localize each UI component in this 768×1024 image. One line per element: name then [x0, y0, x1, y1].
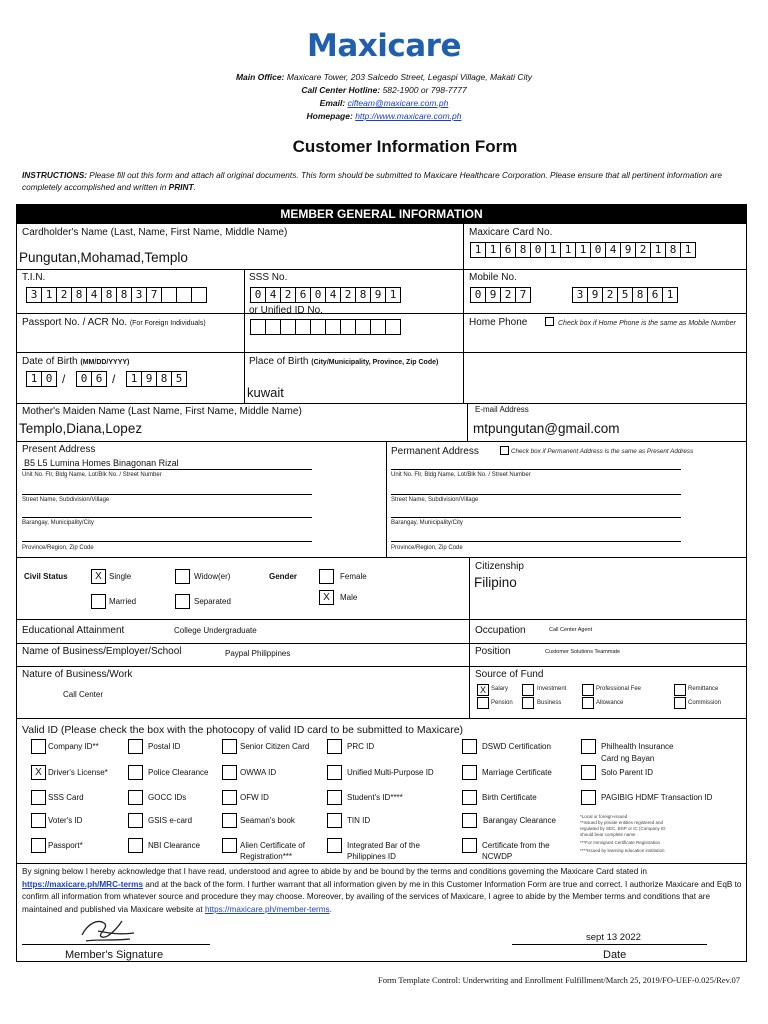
digit-box[interactable]: 7 [515, 287, 531, 303]
card-no-label: Maxicare Card No. [469, 227, 553, 238]
id-ncwdp-checkbox[interactable] [462, 838, 477, 853]
dob-note: (MM/DD/YYYY) [80, 359, 130, 366]
digit-box[interactable]: 2 [56, 287, 72, 303]
present-line-3-caption: Barangay, Municipality/City [22, 520, 94, 526]
id-senior-label: Senior Citizen Card [240, 742, 310, 751]
id-umid-label: Unified Multi-Purpose ID [347, 768, 434, 777]
digit-box[interactable]: 8 [355, 287, 371, 303]
perm-line-4 [391, 541, 681, 542]
id-prc-label: PRC ID [347, 742, 375, 751]
source-fund-label: Source of Fund [475, 669, 544, 680]
id-alien-label: Alien Certificate of [240, 841, 305, 850]
id-passport-checkbox[interactable] [31, 838, 46, 853]
digit-box[interactable]: 9 [620, 242, 636, 258]
dob-year-boxes[interactable] [126, 371, 186, 387]
col-divider [467, 403, 468, 441]
dob-month-boxes[interactable] [26, 371, 56, 387]
sss-label: SSS No. [249, 272, 288, 283]
home-phone-note-text: Check box if Home Phone is the same as Mobile Number [558, 320, 736, 327]
civil-status-label: Civil Status [24, 572, 68, 581]
homepage-label: Homepage: [306, 111, 353, 121]
tin-boxes[interactable] [26, 287, 206, 303]
digit-box[interactable]: 5 [617, 287, 633, 303]
digit-box[interactable]: 6 [647, 287, 663, 303]
id-ofw-checkbox[interactable] [222, 790, 237, 805]
civil-separated-label: Separated [194, 597, 231, 606]
id-student-checkbox[interactable] [327, 790, 342, 805]
id-voter-label: Voter's ID [48, 816, 83, 825]
digit-box[interactable]: 4 [605, 242, 621, 258]
nature-value[interactable]: Call Center [63, 690, 104, 699]
id-police-label: Police Clearance [148, 768, 209, 777]
id-police-checkbox[interactable] [128, 765, 143, 780]
id-marriage-checkbox[interactable] [462, 765, 477, 780]
digit-box[interactable]: 1 [650, 242, 666, 258]
row-divider [17, 403, 746, 404]
id-gocc-label: GOCC IDs [148, 793, 187, 802]
id-driver-label: Driver's License* [48, 768, 108, 777]
civil-married-checkbox[interactable] [91, 594, 106, 609]
digit-box[interactable] [191, 287, 207, 303]
perm-line-1-caption: Unit No. Flr, Bldg Name, Lot/Blk No. / Street Number [391, 472, 531, 478]
id-alien-label-2: Registration*** [240, 852, 293, 861]
id-driver-checkbox[interactable]: X [31, 765, 46, 780]
fund-investment-checkbox[interactable] [522, 684, 534, 696]
perm-line-1 [391, 469, 681, 470]
passport-note: (For Foreign Individuals) [129, 320, 206, 327]
digit-box[interactable] [340, 319, 356, 335]
position-label: Position [475, 646, 511, 657]
digit-box[interactable]: 8 [116, 287, 132, 303]
education-label: Educational Attainment [22, 625, 125, 636]
digit-box[interactable]: 1 [385, 287, 401, 303]
digit-box[interactable]: 9 [141, 371, 157, 387]
digit-box[interactable]: 1 [662, 287, 678, 303]
occupation-label: Occupation [475, 625, 526, 636]
fund-commission-checkbox[interactable] [674, 697, 686, 709]
digit-box[interactable]: 4 [86, 287, 102, 303]
legal-text-1: By signing below I hereby acknowledge that I have read, understood and agree to abide by and be bound by the terms and conditions governing the Maxicare Card stated in [22, 867, 647, 876]
form-control-footer: Form Template Control: Underwriting and Enrollment Fulfillment/March 25, 2019/FO-UEF-0.025/Rev.07 [377, 975, 740, 985]
id-nbi-checkbox[interactable] [128, 838, 143, 853]
dob-slash: / [112, 372, 116, 386]
digit-box[interactable]: 8 [665, 242, 681, 258]
digit-box[interactable]: 8 [101, 287, 117, 303]
present-line-1-caption: Unit No. Flr, Bldg Name, Lot/Blk No. / Street Number [22, 472, 162, 478]
digit-box[interactable]: 2 [280, 287, 296, 303]
id-passport-label: Passport* [48, 841, 83, 850]
digit-box[interactable] [370, 319, 386, 335]
digit-box[interactable] [355, 319, 371, 335]
digit-box[interactable]: 8 [156, 371, 172, 387]
present-line-2-caption: Street Name, Subdivision/Village [22, 497, 110, 503]
id-company-checkbox[interactable] [31, 739, 46, 754]
row-divider [17, 557, 746, 558]
fund-business-label: Business [537, 700, 562, 706]
row-divider [17, 269, 746, 270]
fund-investment-label: Investment [537, 686, 567, 692]
id-postal-label: Postal ID [148, 742, 181, 751]
digit-box[interactable] [280, 319, 296, 335]
id-solo-checkbox[interactable] [581, 765, 596, 780]
digit-box[interactable]: 9 [587, 287, 603, 303]
section-header: MEMBER GENERAL INFORMATION [17, 205, 746, 224]
id-gsis-checkbox[interactable] [128, 813, 143, 828]
fund-allowance-checkbox[interactable] [582, 697, 594, 709]
email-address-label: E-mail Address [475, 405, 529, 414]
mother-label: Mother's Maiden Name (Last Name, First Name, Middle Name) [22, 406, 302, 417]
id-tin-checkbox[interactable] [327, 813, 342, 828]
id-ofw-label: OFW ID [240, 793, 269, 802]
id-birth-label: Birth Certificate [482, 793, 537, 802]
digit-box[interactable] [176, 287, 192, 303]
perm-line-2-caption: Street Name, Subdivision/Village [391, 497, 479, 503]
present-line-3 [22, 517, 312, 518]
homepage-line [0, 110, 768, 123]
digit-box[interactable]: 6 [91, 371, 107, 387]
present-line-4 [22, 541, 312, 542]
form-title: Customer Information Form [292, 137, 518, 156]
digit-box[interactable]: 6 [500, 242, 516, 258]
present-address-value[interactable]: B5 L5 Lumina Homes Binagonan Rizal [24, 458, 179, 468]
digit-box[interactable]: 0 [250, 287, 266, 303]
id-company-label: Company ID** [48, 742, 99, 751]
digit-box[interactable] [385, 319, 401, 335]
id-sss-label: SSS Card [48, 793, 84, 802]
id-philhealth-label-2: Card ng Bayan [601, 754, 655, 763]
digit-box[interactable] [310, 319, 326, 335]
date-label: Date [603, 949, 627, 961]
row-divider [17, 441, 746, 442]
dob-slash: / [62, 372, 66, 386]
gender-female-label: Female [340, 572, 367, 581]
id-gocc-checkbox[interactable] [128, 790, 143, 805]
row-divider [17, 863, 746, 864]
id-owwa-checkbox[interactable] [222, 765, 237, 780]
digit-box[interactable]: 8 [515, 242, 531, 258]
valid-id-note: *Local or foreign-issued [580, 814, 628, 819]
email-link[interactable]: cifteam@maxicare.com.ph [347, 98, 449, 108]
gender-male-checkbox[interactable]: X [319, 590, 334, 605]
gender-female-checkbox[interactable] [319, 569, 334, 584]
fund-commission-label: Commission [688, 700, 722, 706]
col-divider [463, 224, 464, 404]
passport-label [22, 317, 206, 328]
digit-box[interactable]: 2 [500, 287, 516, 303]
digit-box[interactable]: 4 [265, 287, 281, 303]
digit-box[interactable]: 3 [26, 287, 42, 303]
id-seaman-label: Seaman's book [240, 816, 295, 825]
id-senior-checkbox[interactable] [222, 739, 237, 754]
civil-married-label: Married [109, 597, 137, 606]
id-solo-label: Solo Parent ID [601, 768, 654, 777]
fund-professional-checkbox[interactable] [582, 684, 594, 696]
nature-label: Nature of Business/Work [22, 669, 133, 680]
digit-box[interactable]: 1 [126, 371, 142, 387]
id-barangay-checkbox[interactable] [462, 813, 477, 828]
main-office-line [0, 71, 768, 84]
digit-box[interactable] [250, 319, 266, 335]
present-address-label: Present Address [22, 444, 96, 455]
id-seaman-checkbox[interactable] [222, 813, 237, 828]
valid-id-note: should bear complete name [580, 832, 636, 837]
civil-separated-checkbox[interactable] [175, 594, 190, 609]
valid-id-label: Valid ID (Please check the box with the photocopy of valid ID card to be submitted to Maxicare) [22, 724, 464, 736]
home-phone-note [558, 318, 744, 329]
cardholder-value[interactable]: Pungutan,Mohamad,Templo [19, 250, 188, 265]
fund-professional-label: Professional Fee [596, 686, 642, 692]
citizenship-label: Citizenship [475, 561, 524, 572]
id-marriage-label: Marriage Certificate [482, 768, 552, 777]
digit-box[interactable]: 1 [545, 242, 561, 258]
fund-remittance-checkbox[interactable] [674, 684, 686, 696]
row-divider [17, 619, 746, 620]
row-divider [17, 666, 746, 667]
civil-single-label: Single [109, 572, 132, 581]
cardholder-label: Cardholder's Name (Last, Name, First Name, Middle Name) [22, 227, 288, 238]
digit-box[interactable]: 1 [680, 242, 696, 258]
hotline-number: 582-1900 or 798-7777 [382, 85, 467, 95]
id-philhealth-label: Philhealth Insurance [601, 742, 674, 751]
id-student-label: Student's ID**** [347, 793, 403, 802]
digit-box[interactable] [325, 319, 341, 335]
dob-label [22, 356, 129, 367]
row-divider [17, 718, 746, 719]
valid-id-note: regulated by SEC, BSP or IC (Company ID [580, 826, 666, 831]
civil-widow-checkbox[interactable] [175, 569, 190, 584]
id-ncwdp-label-2: NCWDP [482, 852, 513, 861]
id-alien-checkbox[interactable] [222, 838, 237, 853]
id-umid-checkbox[interactable] [327, 765, 342, 780]
mobile-boxes-a[interactable] [470, 287, 530, 303]
occupation-value[interactable]: Call Center Agent [549, 627, 593, 633]
present-line-4-caption: Province/Region, Zip Code [22, 545, 94, 551]
fund-business-checkbox[interactable] [522, 697, 534, 709]
digit-box[interactable]: 4 [325, 287, 341, 303]
fund-pension-label: Pension [491, 700, 513, 706]
id-sss-checkbox[interactable] [31, 790, 46, 805]
dob-day-boxes[interactable] [76, 371, 106, 387]
unified-id-boxes[interactable] [250, 319, 400, 335]
valid-id-notes [580, 814, 746, 854]
legal-text-3: . [329, 904, 332, 914]
home-phone-same-checkbox[interactable] [545, 317, 554, 326]
email-line [0, 97, 768, 110]
id-pagibig-label: PAGIBIG HDMF Transaction ID [601, 793, 713, 802]
card-no-boxes[interactable] [470, 242, 695, 258]
digit-box[interactable]: 1 [470, 242, 486, 258]
id-voter-checkbox[interactable] [31, 813, 46, 828]
digit-box[interactable]: 0 [76, 371, 92, 387]
fund-allowance-label: Allowance [596, 700, 624, 706]
present-line-2 [22, 494, 312, 495]
id-ibp-checkbox[interactable] [327, 838, 342, 853]
id-philhealth-checkbox[interactable] [581, 739, 596, 754]
id-dswd-checkbox[interactable] [462, 739, 477, 754]
fund-pension-checkbox[interactable] [477, 697, 489, 709]
digit-box[interactable]: 9 [485, 287, 501, 303]
valid-id-note: ****Issued by learning education institution [580, 848, 665, 853]
id-nbi-label: NBI Clearance [148, 841, 201, 850]
instructions-emph: PRINT [168, 182, 194, 192]
business-value[interactable]: Paypal Philippines [225, 649, 291, 658]
gender-label: Gender [269, 572, 298, 581]
perm-line-4-caption: Province/Region, Zip Code [391, 545, 463, 551]
hotline-label: Call Center Hotline: [301, 85, 381, 95]
instructions-end: . [193, 182, 196, 192]
digit-box[interactable]: 3 [572, 287, 588, 303]
civil-widow-label: Widow(er) [194, 572, 231, 581]
main-office-address: Maxicare Tower, 203 Salcedo Street, Legaspi Village, Makati City [286, 72, 533, 82]
fund-remittance-label: Remittance [688, 686, 719, 692]
digit-box[interactable]: 0 [470, 287, 486, 303]
gender-male-label: Male [340, 593, 358, 602]
date-line [512, 944, 707, 945]
date-value[interactable]: sept 13 2022 [586, 932, 641, 943]
id-birth-checkbox[interactable] [462, 790, 477, 805]
digit-box[interactable]: 1 [575, 242, 591, 258]
col-divider [386, 441, 387, 557]
digit-box[interactable]: 0 [530, 242, 546, 258]
digit-box[interactable]: 8 [632, 287, 648, 303]
education-value[interactable]: College Undergraduate [174, 626, 257, 635]
passport-label-text: Passport No. / ACR No. [22, 317, 128, 328]
perm-line-3 [391, 517, 681, 518]
mother-value[interactable]: Templo,Diana,Lopez [19, 421, 143, 436]
business-label: Name of Business/Employer/School [22, 646, 182, 657]
col-divider [244, 269, 245, 404]
legal-paragraph [22, 866, 744, 916]
digit-box[interactable]: 1 [560, 242, 576, 258]
row-divider [17, 313, 746, 314]
id-tin-label: TIN ID [347, 816, 371, 825]
hotline-line [0, 84, 768, 97]
id-barangay-label: Barangay Clearance [483, 816, 556, 825]
id-postal-checkbox[interactable] [128, 739, 143, 754]
civil-single-checkbox[interactable]: X [91, 569, 106, 584]
fund-salary-label: Salary [491, 686, 509, 692]
id-gsis-label: GSIS e-card [148, 816, 193, 825]
permanent-note: Check box if Permanent Address is the same as Present Address [511, 448, 694, 455]
sss-boxes[interactable] [250, 287, 400, 303]
digit-box[interactable]: 9 [370, 287, 386, 303]
fund-salary-checkbox[interactable]: X [477, 684, 489, 696]
mobile-boxes-b[interactable] [572, 287, 677, 303]
tin-label: T.I.N. [22, 272, 46, 283]
pob-note: (City/Municipality, Province, Zip Code) [311, 359, 439, 366]
pob-value[interactable]: kuwait [247, 385, 284, 400]
digit-box[interactable] [295, 319, 311, 335]
id-pagibig-checkbox[interactable] [581, 790, 596, 805]
digit-box[interactable]: 6 [295, 287, 311, 303]
dob-label-text: Date of Birth [22, 356, 78, 367]
present-line-1 [22, 469, 312, 470]
member-signature-image [78, 913, 138, 947]
pob-label [249, 356, 438, 367]
homepage-link[interactable]: http://www.maxicare.com.ph [355, 111, 462, 121]
id-ncwdp-label: Certificate from the [482, 841, 550, 850]
perm-line-3-caption: Barangay, Municipality/City [391, 520, 463, 526]
digit-box[interactable]: 1 [485, 242, 501, 258]
row-divider [17, 643, 746, 644]
digit-box[interactable]: 2 [340, 287, 356, 303]
digit-box[interactable] [161, 287, 177, 303]
pob-label-text: Place of Birth [249, 356, 309, 367]
id-owwa-label: OWWA ID [240, 768, 277, 777]
position-value[interactable]: Customer Solutions Teammate [545, 649, 621, 655]
digit-box[interactable]: 2 [635, 242, 651, 258]
email-address-value[interactable]: mtpungutan@gmail.com [473, 421, 620, 436]
digit-box[interactable] [265, 319, 281, 335]
permanent-same-checkbox[interactable] [500, 446, 509, 455]
digit-box[interactable]: 0 [590, 242, 606, 258]
home-phone-label: Home Phone [469, 317, 528, 328]
instructions [22, 169, 746, 193]
digit-box[interactable]: 0 [310, 287, 326, 303]
valid-id-note: **Issued by private entities registered and [580, 820, 664, 825]
instructions-text: Please fill out this form and attach all original documents. This form should be submitted to Maxicare Healthcare Corporation. Please ensure that all pertinent information are completely accomplished and written in [22, 170, 723, 192]
digit-box[interactable]: 7 [146, 287, 162, 303]
digit-box[interactable]: 2 [602, 287, 618, 303]
digit-box[interactable]: 3 [131, 287, 147, 303]
mobile-label: Mobile No. [469, 272, 517, 283]
email-label: Email: [319, 98, 346, 108]
perm-line-2 [391, 494, 681, 495]
digit-box[interactable]: 1 [41, 287, 57, 303]
legal-text-2: and at the back of the form. I further warrant that all information given by me in this Customer Information Form are true and correct. I authorize Maxicare and EqB to confirm all information from whatever source and procedure they may choose. Moreover, by availing of the services of Maxicare, I agree to abide by the Member terms and conditions that are maintained and published via Maxicare website at [22, 879, 742, 914]
id-prc-checkbox[interactable] [327, 739, 342, 754]
main-office-label: Main Office: [235, 72, 285, 82]
digit-box[interactable]: 0 [41, 371, 57, 387]
member-signature-label: Member's Signature [65, 949, 164, 961]
col-divider [469, 557, 470, 718]
digit-box[interactable]: 8 [71, 287, 87, 303]
digit-box[interactable]: 1 [26, 371, 42, 387]
maxicare-logo: Maxicare [307, 28, 461, 64]
row-divider [17, 352, 746, 353]
id-ibp-label: Integrated Bar of the [347, 841, 420, 850]
permanent-address-label: Permanent Address [391, 446, 479, 457]
instructions-label: INSTRUCTIONS: [22, 170, 87, 180]
citizenship-value[interactable]: Filipino [474, 575, 517, 590]
member-signature-line [22, 944, 210, 945]
unified-id-label: or Unified ID No. [249, 305, 323, 316]
id-ibp-label-2: Philippines ID [347, 852, 396, 861]
digit-box[interactable]: 5 [171, 371, 187, 387]
member-terms-link[interactable]: https://maxicare.ph/member-terms [204, 904, 330, 914]
mrc-terms-link[interactable]: https://maxicare.ph/MRC-terms [22, 879, 144, 889]
valid-id-note: ***For Immigrant Certificate Registration [580, 840, 661, 845]
id-dswd-label: DSWD Certification [482, 742, 551, 751]
